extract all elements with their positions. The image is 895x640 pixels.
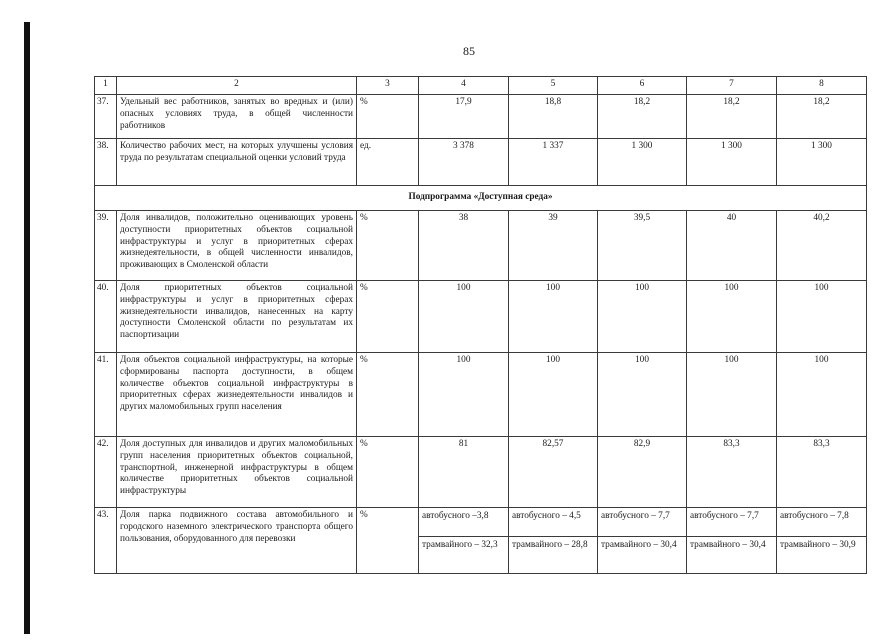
header-cell: 8 <box>777 77 867 95</box>
split-value-cell <box>509 508 598 574</box>
row-number: 40. <box>95 281 117 353</box>
value-cell: 82,9 <box>598 437 687 508</box>
unit-cell: ед. <box>357 139 419 186</box>
tram-value: трамвайного – 32,3 <box>422 540 498 550</box>
table-row <box>95 95 867 139</box>
page-number: 85 <box>463 44 475 58</box>
header-cell: 7 <box>687 77 777 95</box>
value-cell: 81 <box>419 437 509 508</box>
value-cell: 100 <box>777 353 867 437</box>
value-cell: 100 <box>419 281 509 353</box>
unit-cell: % <box>357 281 419 353</box>
header-cell: 2 <box>117 77 357 95</box>
unit-cell: % <box>357 211 419 281</box>
tram-value: трамвайного – 28,8 <box>512 540 588 550</box>
header-cell: 4 <box>419 77 509 95</box>
row-number: 38. <box>95 139 117 186</box>
row-number: 43. <box>95 508 117 574</box>
bus-value: автобусного –3,8 <box>419 508 508 537</box>
bus-value: автобусного – 7,7 <box>687 508 776 537</box>
section-row <box>95 186 867 211</box>
unit-cell: % <box>357 508 419 574</box>
value-cell: 100 <box>687 281 777 353</box>
header-cell: 3 <box>357 77 419 95</box>
section-title: Подпрограмма «Доступная среда» <box>95 186 867 211</box>
table-row <box>95 353 867 437</box>
value-cell: 18,8 <box>509 95 598 139</box>
tram-value: трамвайного – 30,9 <box>780 540 856 550</box>
value-cell: 1 300 <box>687 139 777 186</box>
unit-cell: % <box>357 353 419 437</box>
header-cell: 5 <box>509 77 598 95</box>
indicator-description: Доля объектов социальной инфраструктуры, на которые сформированы паспорта доступности, в общем количестве объектов социальной инфраструктуры в приоритетных сферах жизнедеятельности инвалидов и других маломобильных групп населения <box>117 353 357 437</box>
table-row <box>95 281 867 353</box>
header-row <box>95 77 867 95</box>
value-cell: 100 <box>598 353 687 437</box>
value-cell: 3 378 <box>419 139 509 186</box>
value-cell: 100 <box>509 353 598 437</box>
row-number: 41. <box>95 353 117 437</box>
value-cell: 1 300 <box>598 139 687 186</box>
value-cell: 38 <box>419 211 509 281</box>
value-cell: 1 300 <box>777 139 867 186</box>
table-row <box>95 139 867 186</box>
unit-cell: % <box>357 95 419 139</box>
indicator-description: Количество рабочих мест, на которых улучшены условия труда по результатам специальной оценки условий труда <box>117 139 357 186</box>
row-number: 39. <box>95 211 117 281</box>
indicator-description: Доля парка подвижного состава автомобильного и городского наземного электрического транспорта общего пользования, оборудованного для перевозки <box>117 508 357 574</box>
header-cell: 6 <box>598 77 687 95</box>
value-cell: 1 337 <box>509 139 598 186</box>
row-number: 37. <box>95 95 117 139</box>
value-cell: 100 <box>777 281 867 353</box>
table-row <box>95 437 867 508</box>
value-cell: 83,3 <box>777 437 867 508</box>
indicator-description: Доля приоритетных объектов социальной инфраструктуры и услуг в приоритетных сферах жизнедеятельности инвалидов, нанесенных на карту доступности Смоленской области по результатам их паспортизации <box>117 281 357 353</box>
value-cell: 40,2 <box>777 211 867 281</box>
value-cell: 39,5 <box>598 211 687 281</box>
value-cell: 18,2 <box>687 95 777 139</box>
value-cell: 18,2 <box>598 95 687 139</box>
split-value-cell <box>419 508 509 574</box>
indicators-table <box>94 76 867 574</box>
split-value-cell <box>777 508 867 574</box>
indicator-description: Удельный вес работников, занятых во вредных и (или) опасных условиях труда, в общей численности работников <box>117 95 357 139</box>
value-cell: 40 <box>687 211 777 281</box>
header-cell: 1 <box>95 77 117 95</box>
value-cell: 39 <box>509 211 598 281</box>
split-value-cell <box>687 508 777 574</box>
value-cell: 83,3 <box>687 437 777 508</box>
table-row <box>95 211 867 281</box>
value-cell: 100 <box>509 281 598 353</box>
table-row <box>95 508 867 574</box>
tram-value: трамвайного – 30,4 <box>601 540 677 550</box>
unit-cell: % <box>357 437 419 508</box>
indicator-description: Доля инвалидов, положительно оценивающих уровень доступности приоритетных объектов социальной инфраструктуры и услуг в приоритетных сферах жизнедеятельности, в общей численности инвалидов, проживающих в Смоленской области <box>117 211 357 281</box>
scan-margin-bar <box>24 22 30 634</box>
row-number: 42. <box>95 437 117 508</box>
value-cell: 100 <box>598 281 687 353</box>
indicator-description: Доля доступных для инвалидов и других маломобильных групп населения приоритетных объектов социальной, транспортной, инженерной инфраструктуры в общем количестве приоритетных объектов социальной инфраструктуры <box>117 437 357 508</box>
split-value-cell <box>598 508 687 574</box>
bus-value: автобусного – 7,8 <box>777 508 866 537</box>
value-cell: 100 <box>687 353 777 437</box>
bus-value: автобусного – 4,5 <box>509 508 597 537</box>
value-cell: 18,2 <box>777 95 867 139</box>
tram-value: трамвайного – 30,4 <box>690 540 766 550</box>
value-cell: 17,9 <box>419 95 509 139</box>
bus-value: автобусного – 7,7 <box>598 508 686 537</box>
value-cell: 82,57 <box>509 437 598 508</box>
value-cell: 100 <box>419 353 509 437</box>
